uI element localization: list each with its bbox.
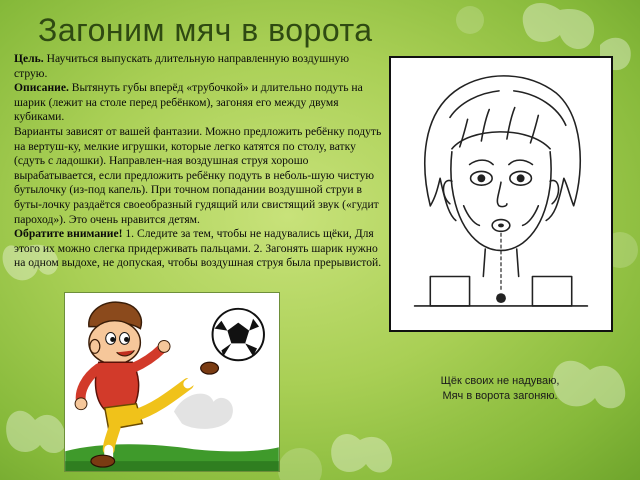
football-image xyxy=(64,292,280,472)
caption-line-2: Мяч в ворота загоняю. xyxy=(442,390,558,402)
goal-label: Цель. xyxy=(14,52,44,65)
portrait-image xyxy=(389,56,613,332)
description-label: Описание. xyxy=(14,81,69,95)
soccer-ball-icon xyxy=(213,309,264,360)
attention-label: Обратите внимание! xyxy=(14,227,123,241)
description-text: Вытянуть губы вперёд «трубочкой» и длительно подуть на шарик (лежит на столе перед ребёнком), загоняя его между двумя кубиками. xyxy=(14,81,363,124)
goal-text: Научиться выпускать длительную направленную воздушную струю. xyxy=(14,52,350,80)
attention-text: 1. Следите за тем, чтобы не надувались щёки, Для этого их можно слегка придерживать пальцами. 2. Загонять шарик нужно на одном выдохе, не допуская, чтобы воздушная струя была прерывистой. xyxy=(14,227,382,270)
child-blowing-drawing xyxy=(391,58,611,330)
attention-paragraph xyxy=(14,227,384,271)
boy-kicking-ball-drawing xyxy=(65,293,279,471)
exercise-description xyxy=(14,52,384,271)
description-paragraph xyxy=(14,81,384,125)
ball-icon xyxy=(496,293,506,303)
variants-paragraph: Варианты зависят от вашей фантазии. Можно предложить ребёнку подуть на вертуш-ку, мелкие игрушки, которые легко катятся по столу, ватку (сдуть с ладошки). Направлен-ная воздушная струя хорошо вырабатывается, если предложить ребёнку подуть в неболь-шую чистую бутылочку (из-под капель). При точном попадании воздушной струи в буты-лочку раздаётся своеобразный гудящий или свистящий звук («гудит пароход»). Это очень нравится детям. xyxy=(14,124,382,226)
poem-caption xyxy=(410,374,590,404)
goal-paragraph xyxy=(14,52,384,81)
slide-title: Загоним мяч в ворота xyxy=(38,12,373,48)
caption-line-1: Щёк своих не надуваю, xyxy=(440,375,560,387)
